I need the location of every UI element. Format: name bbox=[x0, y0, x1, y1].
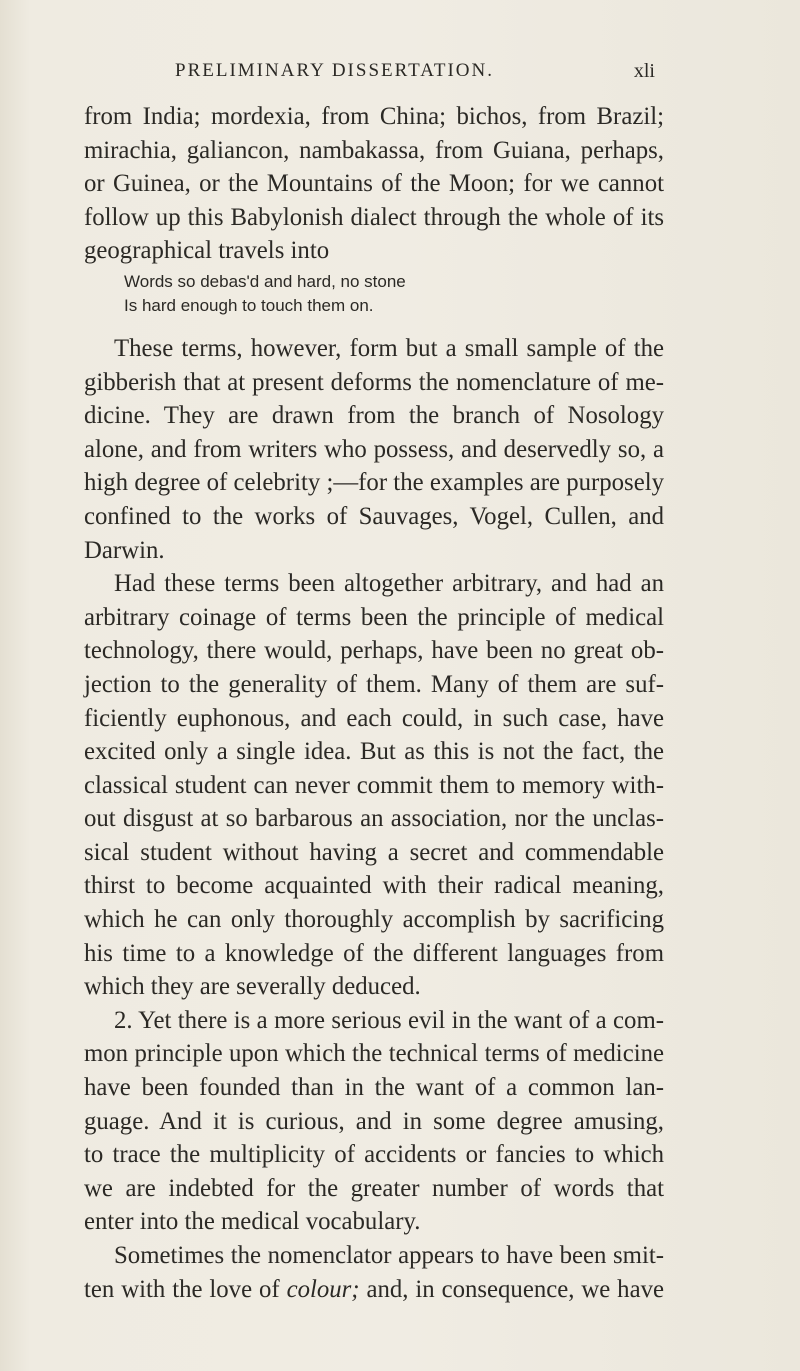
text-line: excited only a single idea. But as this is not the fact, the bbox=[84, 738, 664, 766]
text-line: 2. Yet there is a more serious evil in the want of a com- bbox=[114, 1006, 664, 1034]
text-line: out disgust at so barbarous an association, nor the unclas- bbox=[84, 805, 664, 833]
text-line: geographical travels into bbox=[84, 237, 330, 265]
text-line: classical student can never commit them to memory with- bbox=[84, 771, 664, 799]
text-line: thirst to become acquainted with their radical meaning, bbox=[84, 872, 664, 900]
page-header bbox=[175, 60, 655, 90]
text-line-with-italic bbox=[84, 1273, 664, 1307]
text-line: to trace the multiplicity of accidents or fancies to which bbox=[84, 1141, 664, 1169]
verse-line: Words so debas'd and hard, no stone bbox=[124, 271, 406, 291]
text-line: gibberish that at present deforms the nomenclature of me- bbox=[84, 368, 664, 396]
text-line: dicine. They are drawn from the branch of Nosology bbox=[84, 402, 664, 430]
text-line: jection to the generality of them. Many of them are suf- bbox=[84, 670, 664, 698]
text-line: mirachia, galiancon, nambakassa, from Guiana, perhaps, bbox=[84, 136, 664, 164]
body-text bbox=[84, 100, 664, 1306]
verse-quotation bbox=[124, 270, 664, 318]
paragraph-5 bbox=[84, 1239, 664, 1306]
text-line: These terms, however, form but a small sample of the bbox=[114, 334, 664, 362]
text-run: ten with the love of bbox=[84, 1275, 287, 1303]
text-line: Had these terms been altogether arbitrary, and had an bbox=[114, 570, 664, 598]
text-line: Sometimes the nomenclator appears to have been smit- bbox=[114, 1242, 664, 1269]
text-line: or Guinea, or the Mountains of the Moon; for we cannot bbox=[84, 170, 664, 198]
paragraph-4 bbox=[84, 1004, 664, 1239]
text-line: high degree of celebrity ;—for the examples are purposely bbox=[84, 469, 664, 497]
text-line: Darwin. bbox=[84, 536, 165, 564]
text-line: arbitrary coinage of terms been the principle of medical bbox=[84, 603, 664, 631]
text-line: his time to a knowledge of the different languages from bbox=[84, 939, 664, 967]
running-head: PRELIMINARY DISSERTATION. bbox=[175, 60, 494, 81]
text-line: from India; mordexia, from China; bichos, from Brazil; bbox=[84, 103, 664, 130]
text-line: ficiently euphonous, and each could, in such case, have bbox=[84, 704, 664, 732]
text-line: follow up this Babylonish dialect through the whole of its bbox=[84, 203, 664, 231]
text-line: confined to the works of Sauvages, Vogel, Cullen, and bbox=[84, 502, 664, 530]
paragraph-2 bbox=[84, 332, 664, 567]
text-line: guage. And it is curious, and in some degree amusing, bbox=[84, 1107, 664, 1135]
text-line: technology, there would, perhaps, have been no great ob- bbox=[84, 637, 664, 665]
paragraph-3 bbox=[84, 567, 664, 1004]
page-number: xli bbox=[633, 60, 655, 82]
text-line: which he can only thoroughly accomplish by sacrificing bbox=[84, 906, 664, 934]
verse-line: Is hard enough to touch them on. bbox=[124, 295, 374, 315]
text-line: sical student without having a secret and commendable bbox=[84, 838, 664, 866]
text-line: which they are severally deduced. bbox=[84, 973, 421, 1001]
text-line: mon principle upon which the technical terms of medicine bbox=[84, 1040, 664, 1068]
text-run: and, in consequence, we have bbox=[359, 1275, 664, 1303]
italic-word: colour; bbox=[286, 1275, 360, 1303]
text-line: we are indebted for the greater number of words that bbox=[84, 1174, 664, 1202]
text-line: alone, and from writers who possess, and deservedly so, a bbox=[84, 435, 664, 463]
text-line: enter into the medical vocabulary. bbox=[84, 1208, 421, 1236]
text-line: have been founded than in the want of a common lan- bbox=[84, 1074, 664, 1102]
paragraph-1 bbox=[84, 100, 664, 268]
